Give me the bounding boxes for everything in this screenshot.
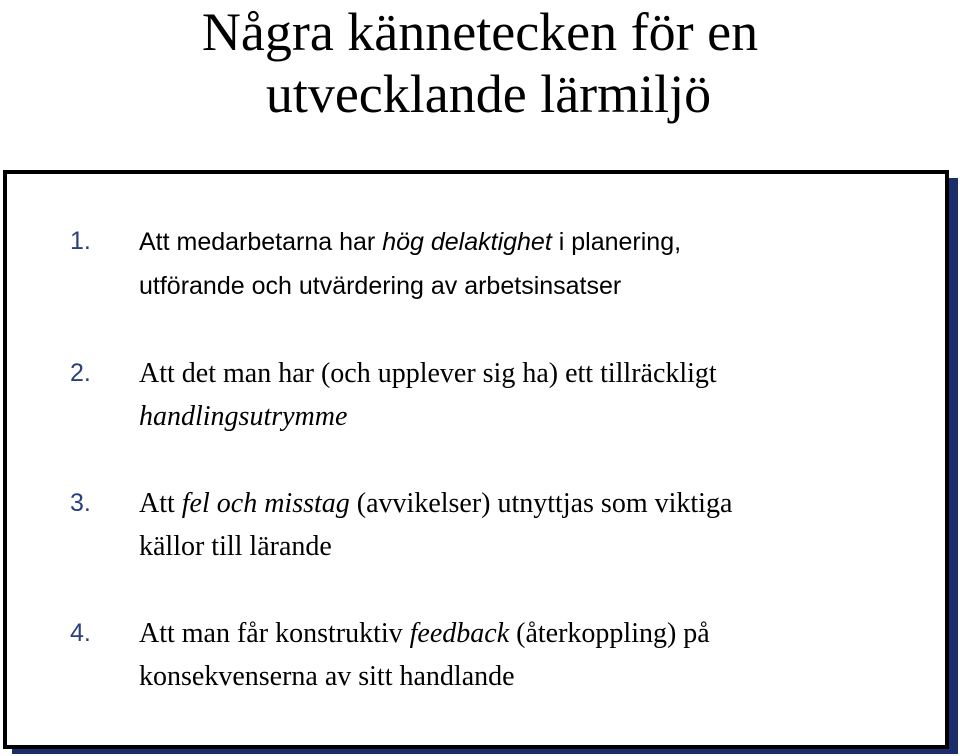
item-text-part: Att man får konstruktiv <box>139 618 410 649</box>
item-number: 3. <box>70 489 91 517</box>
item-text-part: utförande och utvärdering av arbetsinsatser <box>139 272 622 300</box>
slide-title-line-2: utvecklande lärmiljö <box>265 64 712 124</box>
item-emphasis: fel och misstag <box>181 488 350 519</box>
content-box <box>3 170 949 749</box>
item-text-part: Att <box>139 488 182 519</box>
slide-title <box>0 0 960 126</box>
item-text <box>139 612 929 698</box>
item-text <box>139 482 929 568</box>
item-text-part: (avvikelser) utnyttjas som viktiga <box>349 488 733 519</box>
item-text-part: (återkoppling) på <box>509 618 710 649</box>
item-text-part: Att det man har (och upplever sig ha) ett tillräckligt <box>139 358 717 389</box>
item-number: 1. <box>70 227 91 255</box>
item-text-part: källor till lärande <box>139 531 332 562</box>
item-number: 4. <box>70 619 91 647</box>
item-text <box>139 352 929 438</box>
item-text <box>139 220 929 308</box>
item-text-part: i planering, <box>551 228 682 256</box>
item-emphasis: hög delaktighet <box>382 228 552 256</box>
item-emphasis: handlingsutrymme <box>139 401 348 432</box>
item-text-part: Att medarbetarna har <box>139 228 383 256</box>
item-number: 2. <box>70 359 91 387</box>
item-text-part: konsekvenserna av sitt handlande <box>139 661 515 692</box>
item-emphasis: feedback <box>409 618 510 649</box>
slide-title-line-1: Några kännetecken för en <box>201 2 759 62</box>
